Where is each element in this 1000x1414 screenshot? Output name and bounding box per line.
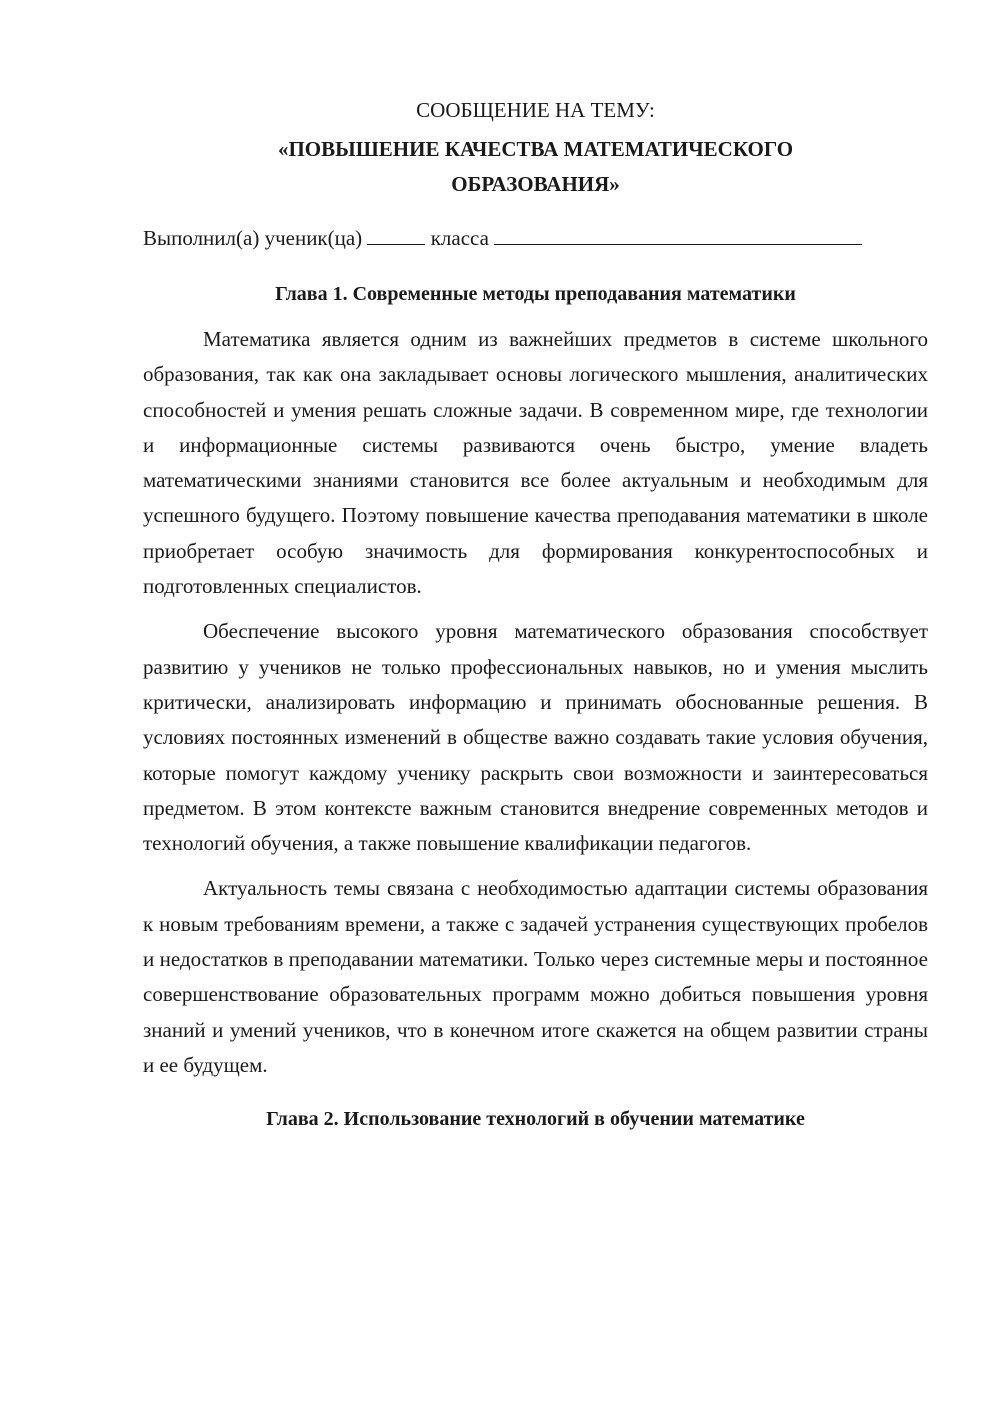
- chapter-2-heading: Глава 2. Использование технологий в обучении математике: [266, 1108, 805, 1131]
- author-line: [143, 220, 928, 256]
- document-label: СООБЩЕНИЕ НА ТЕМУ:: [416, 98, 655, 122]
- author-prefix: Выполнил(а) ученик(ца): [143, 226, 363, 250]
- document-title-line-2: ОБРАЗОВАНИЯ»: [451, 172, 620, 196]
- author-class-word: класса: [430, 226, 489, 250]
- chapter-1-paragraph: Математика является одним из важнейших предметов в системе школьного образования, так как она закладывает основы логического мышления, аналитических способностей и умения решать сложные задачи. В современном мире, где технологии и информационные системы развиваются очень быстро, умение владеть математическими знаниями становится все более актуальным и необходимым для успешного будущего. Поэтому повышение качества преподавания математики в школе приобретает особую значимость для формирования конкурентоспособных и подготовленных специалистов.: [143, 327, 928, 599]
- chapter-1-heading: Глава 1. Современные методы преподавания математики: [275, 283, 796, 305]
- document-page: [143, 92, 928, 1137]
- student-name-blank: [494, 222, 862, 245]
- document-title: [143, 132, 928, 202]
- chapter-1-paragraph: Актуальность темы связана с необходимостью адаптации системы образования к новым требованиям времени, а также с задачей устранения существующих пробелов и недостатков в преподавании математики. Только через системные меры и постоянное совершенствование образовательных программ можно добиться повышения уровня знаний и умений учеников, что в конечном итоге скажется на общем развитии страны и ее будущем.: [143, 876, 928, 1077]
- chapter-1-paragraph: Обеспечение высокого уровня математического образования способствует развитию у учеников не только профессиональных навыков, но и умения мыслить критически, анализировать информацию и принимать обоснованные решения. В условиях постоянных изменений в обществе важно создавать такие условия обучения, которые помогут каждому ученику раскрыть свои возможности и заинтересоваться предметом. В этом контексте важным становится внедрение современных методов и технологий обучения, а также повышение квалификации педагогов.: [143, 619, 928, 856]
- document-title-line-1: «ПОВЫШЕНИЕ КАЧЕСТВА МАТЕМАТИЧЕСКОГО: [277, 137, 794, 161]
- class-number-blank: [367, 222, 425, 245]
